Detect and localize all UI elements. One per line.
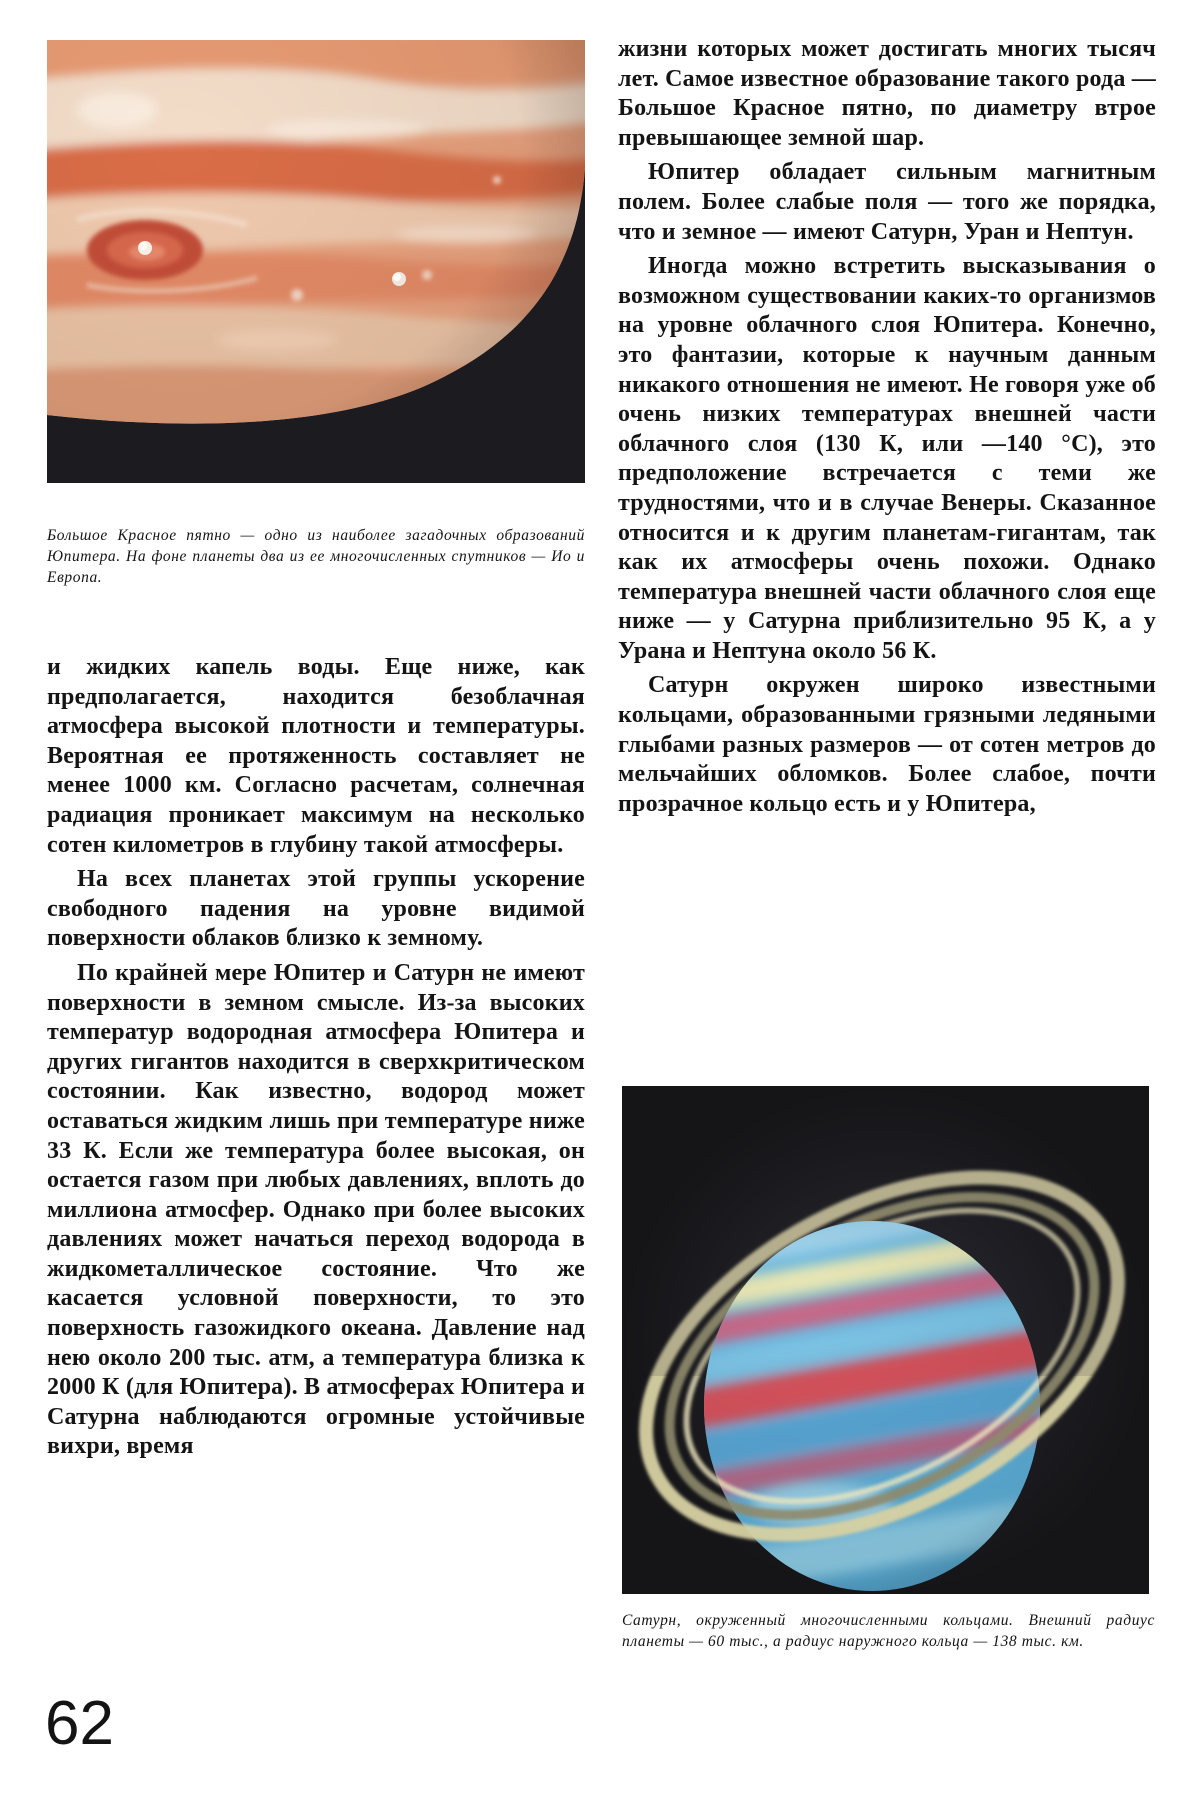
saturn-figure-caption: Сатурн, окруженный многочисленными кольцами. Внешний радиус планеты — 60 тыс., а радиус наружного кольца — 138 тыс. км. bbox=[622, 1612, 1155, 1650]
right-text-column bbox=[618, 35, 1156, 824]
right-paragraph-4: Сатурн окружен широко известными кольцами, образованными грязными ледяными глыбами разных размеров — от сотен метров до мельчайших обломков. Более слабое, почти прозрачное кольцо есть и у Юпитера, bbox=[618, 672, 1156, 817]
left-paragraph-2: На всех планетах этой группы ускорение свободного падения на уровне видимой поверхности облаков близко к земному. bbox=[47, 866, 585, 952]
io-moon bbox=[138, 241, 152, 255]
right-paragraph-2: Юпитер обладает сильным магнитным полем. Более слабые поля — того же порядка, что и земное — имеют Сатурн, Уран и Нептун. bbox=[618, 159, 1156, 245]
left-paragraph-1: и жидких капель воды. Еще ниже, как предполагается, находится безоблачная атмосфера высокой плотности и температуры. Вероятная ее протяженность составляет не менее 1000 км. Согласно расчетам, солнечная радиация проникает максимум на несколько сотен километров в глубину такой атмосферы. bbox=[47, 654, 585, 858]
saturn-photo bbox=[622, 1086, 1149, 1594]
jupiter-saturn-term: Юпитер и Сатурн bbox=[273, 959, 475, 986]
jupiter-photo bbox=[47, 40, 585, 483]
left-paragraph-3 bbox=[47, 959, 585, 1462]
left-paragraph-3-lead: По крайней мере bbox=[77, 959, 274, 986]
right-paragraph-1: жизни которых может достигать многих тысяч лет. Самое известное образование такого рода — Большое Красное пятно, по диаметру втрое превышающее земной шар. bbox=[618, 36, 1156, 151]
right-paragraph-3: Иногда можно встретить высказывания о возможном существовании каких-то организмов на уровне облачного слоя Юпитера. Конечно, это фантазии, которые к научным данным никакого отношения не имеют. Не говоря уже об очень низких температурах внешней части облачного слоя (130 К, или —140 °С), это предположение встречается с теми же трудностями, что и в случае Венеры. Сказанное относится и к другим планетам-гигантам, так как их атмосферы очень похожи. Однако температура внешней части облачного слоя еще ниже — у Сатурна приблизительно 95 К, а у Урана и Нептуна около 56 К. bbox=[618, 253, 1156, 664]
europa-moon bbox=[392, 272, 406, 286]
page-number: 62 bbox=[45, 1689, 114, 1758]
left-text-column bbox=[47, 653, 585, 1467]
left-paragraph-3-rest: не имеют поверхности в земном смысле. Из-за высоких температур водородная атмосфера Юпитера и других гигантов находится в сверхкритическом состоянии. Как известно, водород может оставаться жидким лишь при температуре ниже 33 К. Если же температура более высокая, он остается газом при любых давлениях, вплоть до миллиона атмосфер. Однако при более высоких давлениях может начаться переход водорода в жидкометаллическое состояние. Что же касается условной поверхности, то это поверхность газожидкого океана. Давление над нею около 200 тыс. атм, а температура близка к 2000 К (для Юпитера). В атмосферах Юпитера и Сатурна наблюдаются огромные устойчивые вихри, время bbox=[47, 959, 585, 1460]
jupiter-figure-caption: Большое Красное пятно — одно из наиболее загадочных образований Юпитера. На фоне планеты два из ее многочисленных спутников — Ио и Европа. bbox=[47, 527, 585, 586]
